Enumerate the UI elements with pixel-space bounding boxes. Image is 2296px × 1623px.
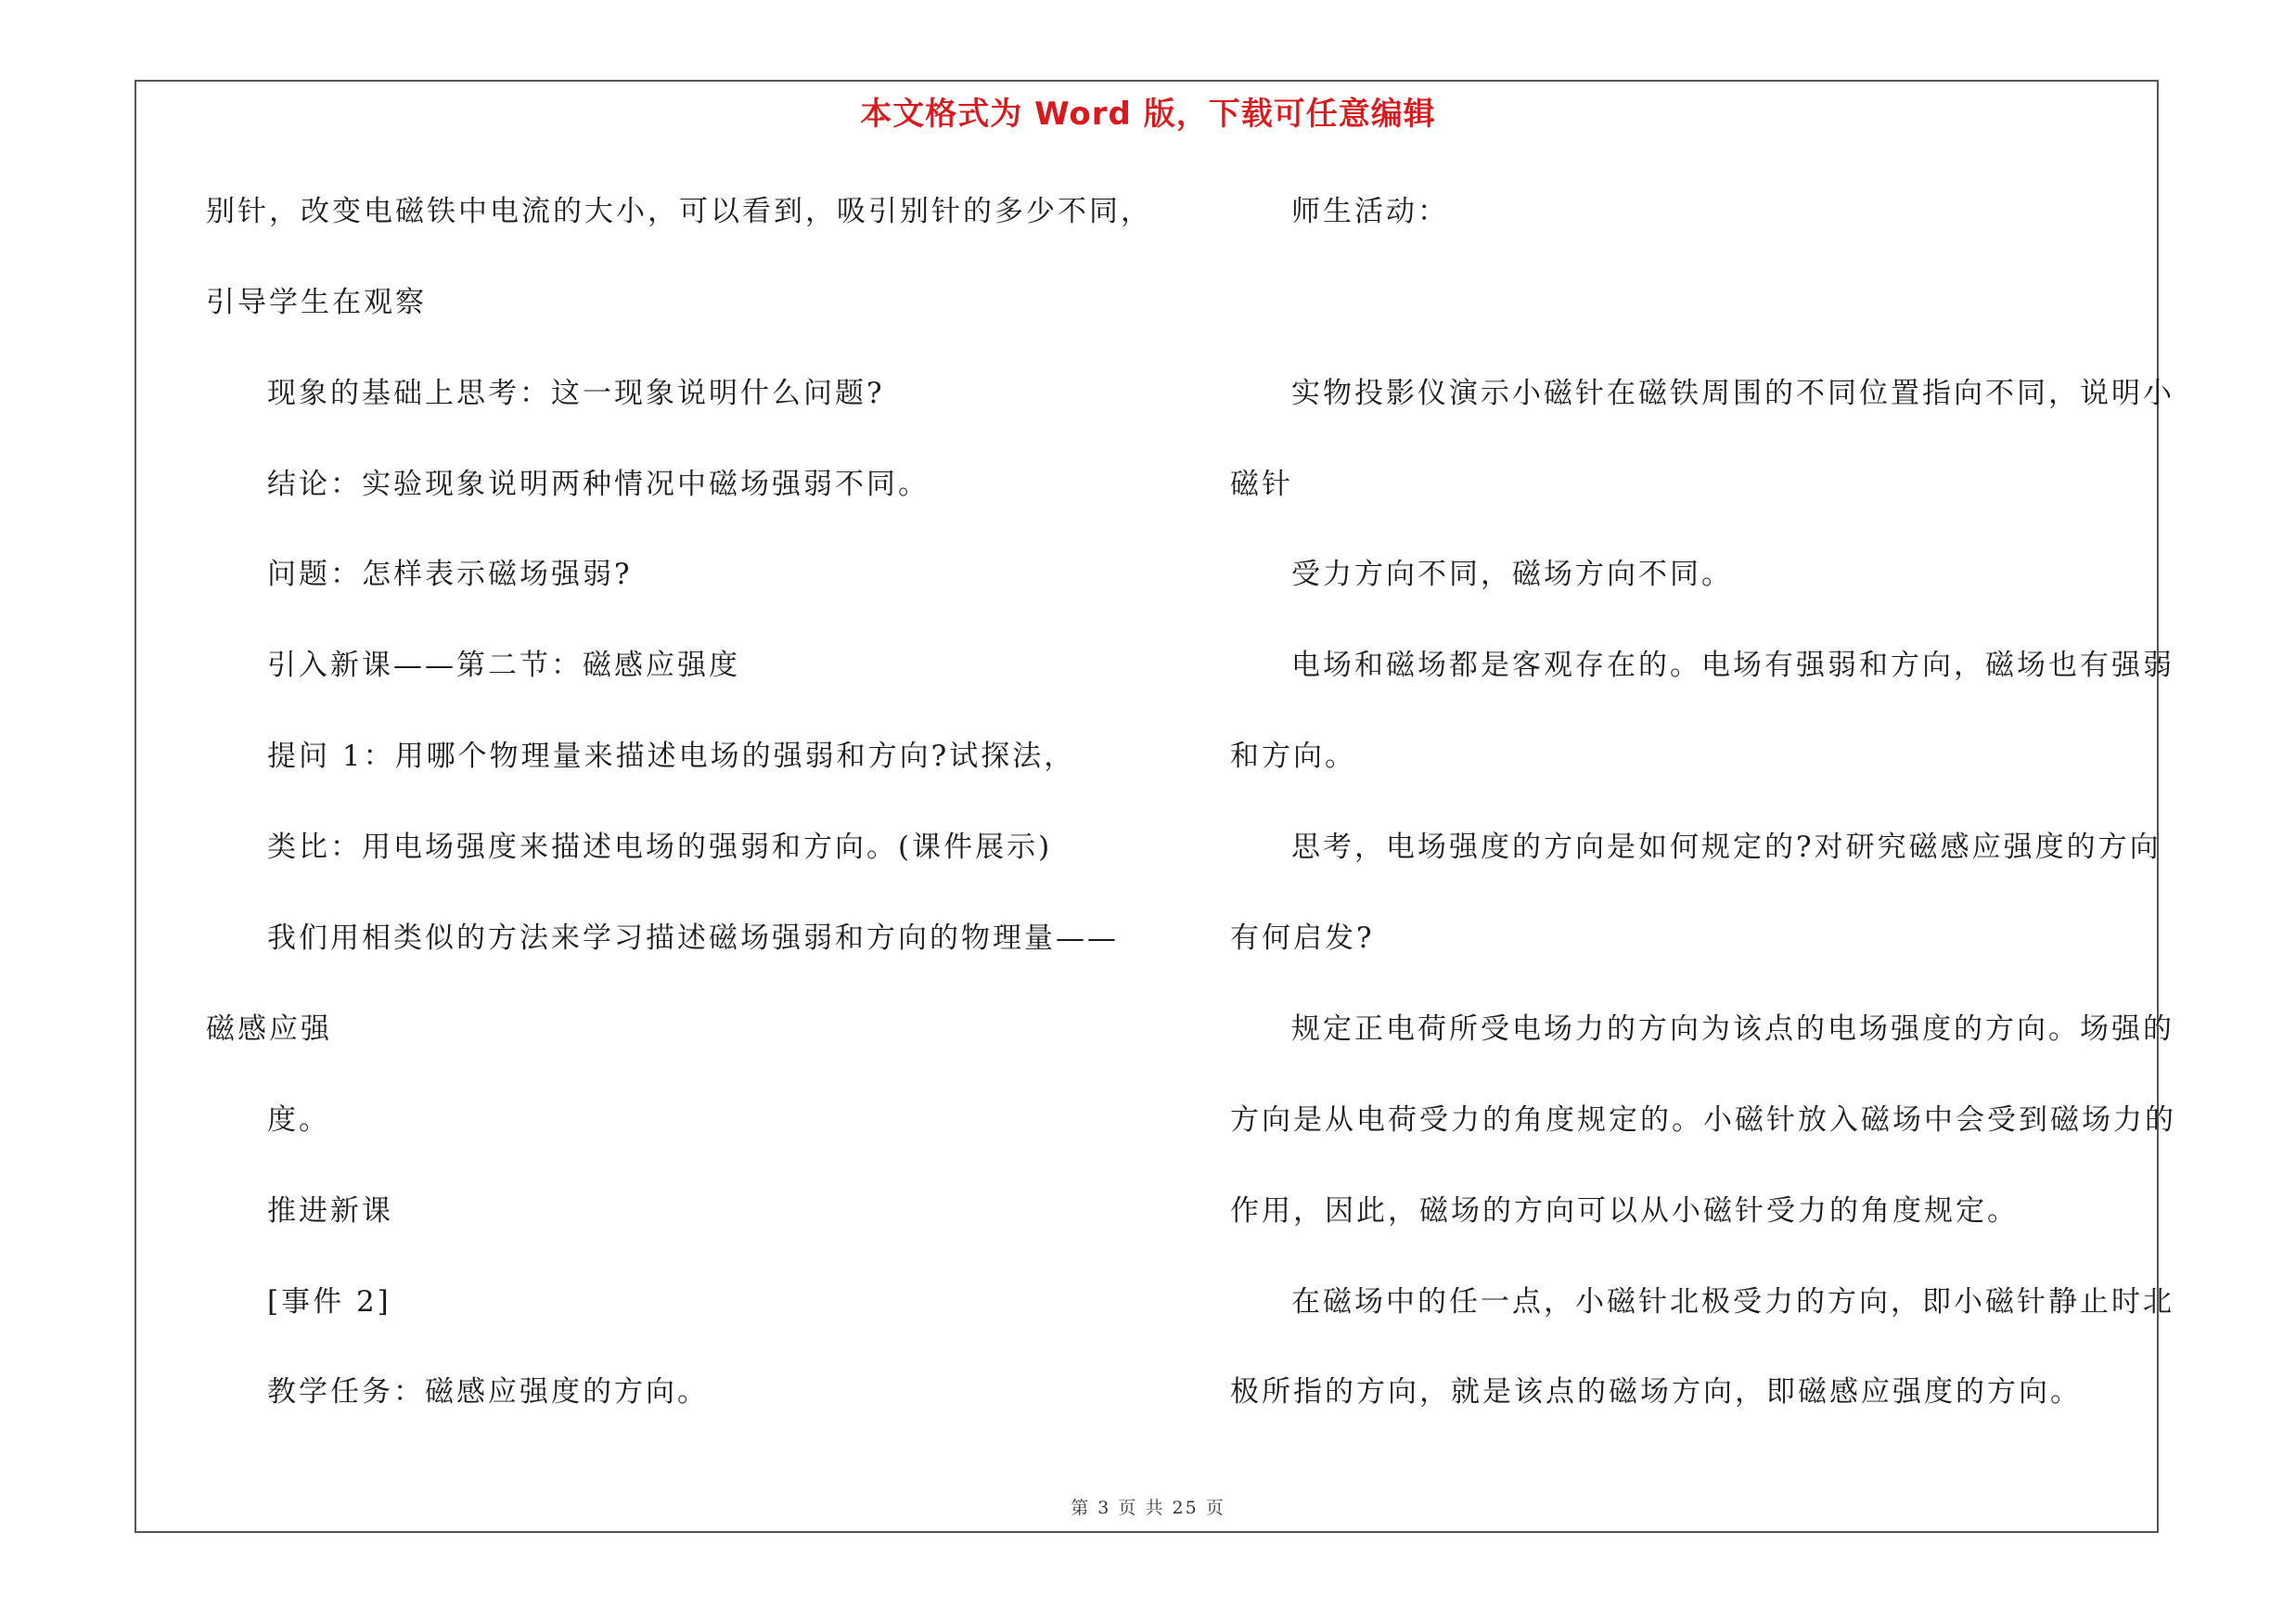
body-line: 有何启发?	[1230, 921, 1375, 955]
body-line: 规定正电荷所受电场力的方向为该点的电场强度的方向。场强的	[1291, 1012, 2174, 1046]
body-line: 作用，因此，磁场的方向可以从小磁针受力的角度规定。	[1230, 1194, 2019, 1228]
body-line: 现象的基础上思考：这一现象说明什么问题?	[267, 377, 885, 410]
body-line: 在磁场中的任一点，小磁针北极受力的方向，即小磁针静止时北	[1291, 1285, 2174, 1319]
page-number: 第 3 页 共 25 页	[1071, 1498, 1225, 1518]
body-line: 引导学生在观察	[206, 286, 427, 319]
body-line: 实物投影仪演示小磁针在磁铁周围的不同位置指向不同，说明小	[1291, 377, 2174, 410]
body-line: 方向是从电荷受力的角度规定的。小磁针放入磁场中会受到磁场力的	[1230, 1103, 2176, 1137]
body-line: 类比：用电场强度来描述电场的强弱和方向。(课件展示)	[267, 831, 1053, 864]
body-line: 受力方向不同，磁场方向不同。	[1291, 558, 1733, 591]
body-line: [事件 2]	[267, 1285, 391, 1319]
body-line: 度。	[267, 1103, 330, 1137]
body-line: 提问 1：用哪个物理量来描述电场的强弱和方向?试探法，	[267, 740, 1076, 773]
body-line: 电场和磁场都是客观存在的。电场有强弱和方向，磁场也有强弱	[1291, 649, 2174, 682]
body-line: 教学任务：磁感应强度的方向。	[267, 1375, 709, 1409]
body-line: 推进新课	[267, 1194, 393, 1228]
body-line: 结论：实验现象说明两种情况中磁场强弱不同。	[267, 468, 930, 501]
body-line: 问题：怎样表示磁场强弱?	[267, 558, 633, 591]
body-line: 别针，改变电磁铁中电流的大小，可以看到，吸引别针的多少不同，	[206, 195, 1152, 228]
body-line: 我们用相类似的方法来学习描述磁场强弱和方向的物理量——	[267, 921, 1119, 955]
body-line: 引入新课——第二节：磁感应强度	[267, 649, 740, 682]
body-line: 师生活动：	[1291, 195, 1449, 228]
body-line: 磁针	[1230, 468, 1293, 501]
body-line: 和方向。	[1230, 740, 1356, 773]
body-line: 思考，电场强度的方向是如何规定的?对研究磁感应强度的方向	[1291, 831, 2161, 864]
body-line: 极所指的方向，就是该点的磁场方向，即磁感应强度的方向。	[1230, 1375, 2082, 1409]
format-banner: 本文格式为 Word 版，下载可任意编辑	[860, 96, 1436, 133]
body-line: 磁感应强	[206, 1012, 332, 1046]
